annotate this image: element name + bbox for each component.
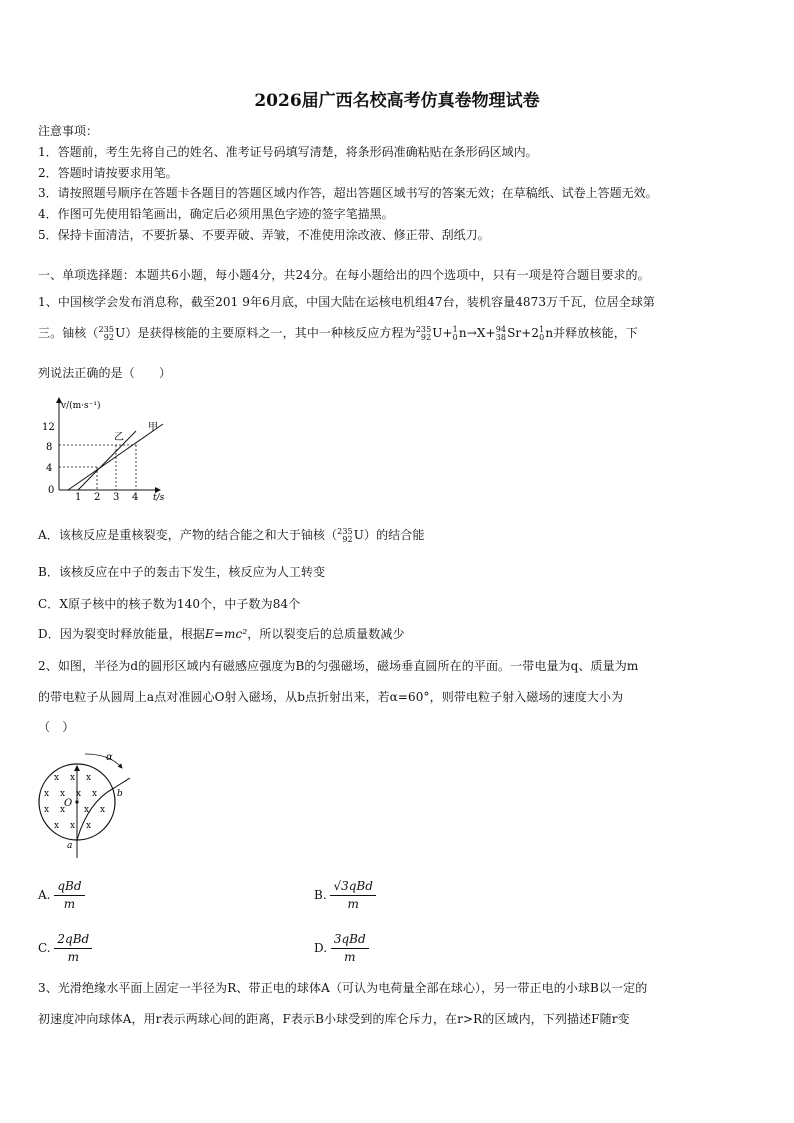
q1-option-c: C．X原子核中的核子数为140个，中子数为84个 [38,597,301,611]
q2-option-b: B. $\frac{\text{√3qBd}}{m}$ [314,878,376,913]
center-o-label: O [64,798,73,809]
q2-line1: 2、如图，半径为d的圆形区域内有磁感应强度为B的匀强磁场，磁场垂直圆所在的平面。一带电量为q、质量为m [38,659,639,673]
page-title: 2026届广西名校高考仿真卷物理试卷 [254,91,540,111]
svg-text:x: x [70,773,76,783]
velocity-time-graph [30,394,180,506]
q2-line3: （ ） [38,720,75,734]
fraction: $\frac{\text{2qBd}}{m}$ [54,931,92,966]
alpha-label: α [106,752,113,763]
q1-line3: 列说法正确的是（ ） [38,366,172,380]
notice-item: 4．作图可先使用铅笔画出，确定后必须用黑色字迹的签字笔描黑。 [38,207,394,221]
line-yi [78,431,136,490]
svg-text:x: x [86,773,92,783]
notice-item: 3．请按照题号顺序在答题卡各题目的答题区域内作答，超出答题区域书写的答案无效；在草稿纸、试卷上答题无效。 [38,186,658,200]
x-tick: 2 [94,492,101,503]
y-tick: 8 [46,442,53,453]
q1-line2: 三。铀核（ 235 92 U）是获得核能的主要原料之一，其中一种核反应方程为 235 92 U+ 1 0 n→X+ 94 38 Sr+2 1 0 n并释放核能，下 [38,324,638,342]
q3-line1: 3、光滑绝缘水平面上固定一半径为R、带正电的球体A（可认为电荷量全部在球心），另一带正电的小球B以一定的 [38,981,648,995]
q1-option-b: B．该核反应在中子的轰击下发生，核反应为人工转变 [38,565,326,579]
q1-text: 三。铀核（ [38,326,99,340]
fraction: $\frac{\text{qBd}}{m}$ [54,878,84,913]
svg-text:x: x [44,789,50,799]
svg-text:x: x [60,805,66,815]
y-tick: 0 [48,485,55,496]
svg-text:x: x [84,805,90,815]
q1-option-d: D．因为裂变时释放能量，根据E=mc²，所以裂变后的总质量数减少 [38,627,405,641]
label-yi: 乙 [114,432,124,443]
x-axis-label: t/s [153,493,165,503]
svg-text:x: x [54,773,60,783]
svg-text:x: x [86,821,92,831]
notice-item: 5．保持卡面清洁，不要折暴、不要弄破、弄皱，不准使用涂改液、修正带、刮纸刀。 [38,228,490,242]
notice-item: 2．答题时请按要求用笔。 [38,166,178,180]
formula: E=mc² [205,627,248,641]
magnetic-field-figure [30,746,142,864]
fraction: $\frac{\text{3qBd}}{m}$ [331,931,369,966]
y-tick: 4 [46,463,53,474]
q1-option-a: A．该核反应是重核裂变，产物的结合能之和大于铀核（ 235 92 U）的结合能 [38,526,425,544]
q3-line2: 初速度冲向球体A，用r表示两球心间的距离，F表示B小球受到的库仑斥力，在r>R的区域内，下列描述F随r变 [38,1012,630,1026]
q1-text: 并释放核能，下 [553,326,638,340]
svg-text:x: x [100,805,106,815]
q1-line1: 1、中国核学会发布消息称，截至201 9年6月底，中国大陆在运核电机组47台，装机容量4873万千瓦，位居全球第 [38,295,656,309]
svg-text:x: x [76,789,82,799]
y-axis-label: v/(m·s⁻¹) [61,401,101,411]
y-tick: 12 [42,422,55,433]
svg-text:x: x [44,805,50,815]
svg-text:x: x [70,821,76,831]
nuclide-symbol: U [115,326,126,340]
q1-text: ）是获得核能的主要原料之一，其中一种核反应方程为 [125,326,416,340]
point-b-label: b [117,789,123,799]
q2-line2: 的带电粒子从圆周上a点对准圆心O射入磁场，从b点折射出来，若α=60°，则带电粒子射入磁场的速度大小为 [38,690,624,704]
notice-item: 1．答题前，考生先将自己的姓名、准考证号码填写清楚，将条形码准确粘贴在条形码区域内。 [38,145,538,159]
notice-heading: 注意事项： [38,124,99,138]
x-tick: 1 [75,492,82,503]
nuclide-iso: 235 92 [98,324,115,342]
label-jia: 甲 [148,422,158,433]
svg-text:x: x [54,821,60,831]
center-o [75,800,78,803]
section-heading: 一、单项选择题：本题共6小题，每小题4分，共24分。在每小题给出的四个选项中，只有一项是符合题目要求的。 [38,268,650,282]
x-tick: 3 [113,492,120,503]
fraction: $\frac{\text{√3qBd}}{m}$ [330,878,375,913]
x-tick: 4 [132,492,139,503]
svg-text:x: x [60,789,66,799]
q2-option-c: C. $\frac{\text{2qBd}}{m}$ [38,931,92,966]
q2-option-d: D. $\frac{\text{3qBd}}{m}$ [314,931,369,966]
point-a-label: a [67,841,73,851]
svg-text:x: x [92,789,98,799]
q2-option-a: A. $\frac{\text{qBd}}{m}$ [38,878,85,913]
exit-path [114,778,130,788]
